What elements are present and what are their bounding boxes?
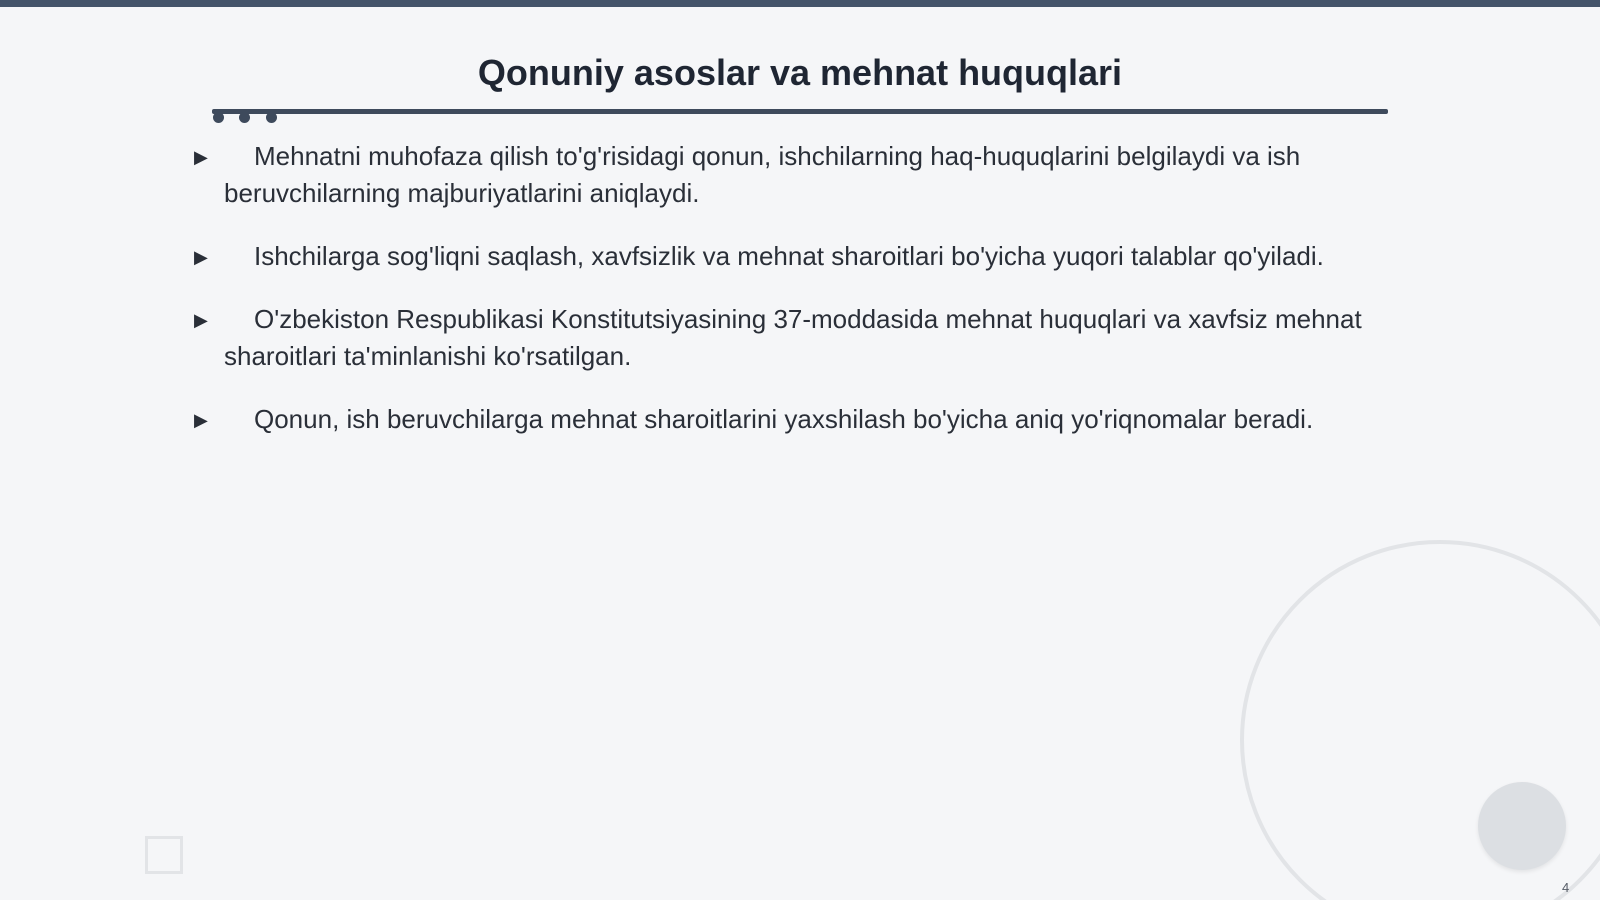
bullet-item [194,138,1384,212]
bullet-text: Qonun, ish beruvchilarga mehnat sharoitlarini yaxshilash bo'yicha aniq yo'riqnomalar beradi. [254,404,1314,434]
underline-dot [266,112,277,123]
bullet-item [194,401,1384,438]
bullet-text: O'zbekiston Respublikasi Konstitutsiyasining 37-moddasida mehnat huquqlari va xavfsiz mehnat sharoitlari ta'minlanishi ko'rsatilgan. [224,304,1362,371]
bullet-item [194,301,1384,375]
triangle-bullet-icon: ▶ [194,410,208,430]
bullet-text: Mehnatni muhofaza qilish to'g'risidagi qonun, ishchilarning haq-huquqlarini belgilaydi va ish beruvchilarning majburiyatlarini aniqlaydi. [224,141,1301,208]
bullet-text: Ishchilarga sog'liqni saqlash, xavfsizlik va mehnat sharoitlari bo'yicha yuqori talablar qo'yiladi. [254,241,1324,271]
triangle-bullet-icon: ▶ [194,247,208,267]
bullet-list [194,138,1384,464]
triangle-bullet-icon: ▶ [194,310,208,330]
underline-dot [213,112,224,123]
page-number: 4 [1562,880,1570,895]
slide-title: Qonuniy asoslar va mehnat huquqlari [477,52,1123,93]
decorative-circle [1478,782,1566,870]
underline-dot [239,112,250,123]
decorative-square [145,836,183,874]
bullet-item [194,238,1384,275]
top-accent-bar [0,0,1600,7]
title-underline [212,109,1388,114]
triangle-bullet-icon: ▶ [194,147,208,167]
